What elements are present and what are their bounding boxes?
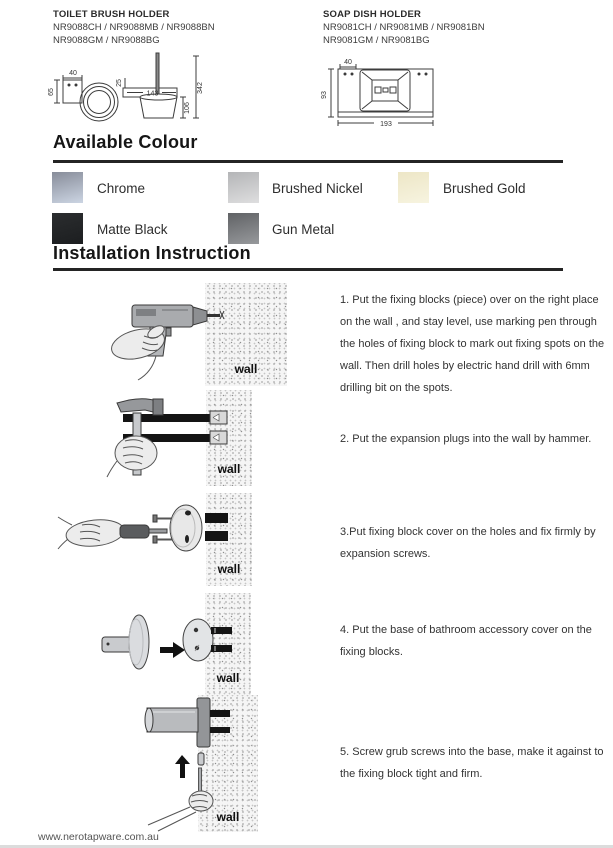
- electric-drill-illustration: [100, 290, 230, 390]
- toilet-brush-holder-dimension-drawing: [50, 52, 220, 137]
- accessory-base-and-fixing-block-illustration: [95, 600, 235, 695]
- section-divider: [53, 268, 563, 271]
- dim-label-106: 106: [184, 102, 191, 114]
- colour-swatch-matte-black: [52, 213, 83, 244]
- product-models-line1: NR9081CH / NR9081MB / NR9081BN: [323, 22, 485, 33]
- dim-label-342: 342: [197, 82, 204, 94]
- dim-label-40: 40: [69, 70, 77, 77]
- dim-label-143: 143: [146, 90, 159, 98]
- dim-label-40: 40: [344, 59, 352, 66]
- colour-swatch-brushed-gold: [398, 172, 429, 203]
- colour-label-matte-black: Matte Black: [97, 222, 168, 237]
- dim-label-93: 93: [321, 91, 328, 99]
- product-header-right: [323, 8, 485, 47]
- section-divider: [53, 160, 563, 163]
- wall-label: wall: [216, 671, 240, 685]
- dim-label-65: 65: [48, 88, 55, 96]
- wall-label: wall: [234, 362, 258, 376]
- colour-label-gun-metal: Gun Metal: [272, 222, 335, 237]
- product-header-left: [53, 8, 215, 47]
- step5-text: 5. Screw grub screws into the base, make it against to the fixing block tight and firm.: [340, 746, 604, 780]
- step2-text: 2. Put the expansion plugs into the wall by hammer.: [340, 433, 592, 445]
- section-heading-installation-instruction: Installation Instruction: [53, 243, 251, 263]
- colour-swatch-brushed-nickel: [228, 172, 259, 203]
- wall-label: wall: [217, 462, 241, 476]
- product-models-line2: NR9081GM / NR9081BG: [323, 35, 430, 46]
- website-url: www.nerotapware.com.au: [38, 831, 159, 843]
- product-title-soap-dish-holder: SOAP DISH HOLDER: [323, 9, 422, 20]
- dim-label-193: 193: [380, 121, 392, 128]
- screwdriver-and-fixing-block-illustration: [60, 495, 235, 585]
- colour-label-brushed-gold: Brushed Gold: [443, 181, 526, 196]
- product-title-toilet-brush-holder: TOILET BRUSH HOLDER: [53, 9, 170, 20]
- dim-label-25: 25: [116, 79, 123, 87]
- product-models-line2: NR9088GM / NR9088BG: [53, 35, 160, 46]
- colour-swatch-gun-metal: [228, 213, 259, 244]
- step4-text: 4. Put the base of bathroom accessory cover on the fixing blocks.: [340, 624, 592, 658]
- wall-label: wall: [217, 562, 241, 576]
- product-models-line1: NR9088CH / NR9088MB / NR9088BN: [53, 22, 215, 33]
- wall-label: wall: [216, 810, 240, 824]
- colour-label-brushed-nickel: Brushed Nickel: [272, 181, 363, 196]
- step3-text: 3.Put fixing block cover on the holes and fix firmly by expansion screws.: [340, 526, 596, 560]
- mounted-base-and-grub-screw-illustration: [140, 697, 235, 832]
- hammer-and-expansion-plugs-illustration: [105, 395, 235, 490]
- colour-label-chrome: Chrome: [97, 181, 146, 196]
- colour-swatch-chrome: [52, 172, 83, 203]
- step1-text: 1. Put the fixing blocks (piece) over on the right place on the wall , and stay level, use marking pen through the holes of fixing block to mark out fixing spots on the wall. Then drill holes by electric hand drill with 6mm drilling bit on the spots.: [340, 294, 605, 394]
- soap-dish-holder-dimension-drawing: [318, 55, 463, 130]
- section-heading-available-colour: Available Colour: [53, 132, 198, 152]
